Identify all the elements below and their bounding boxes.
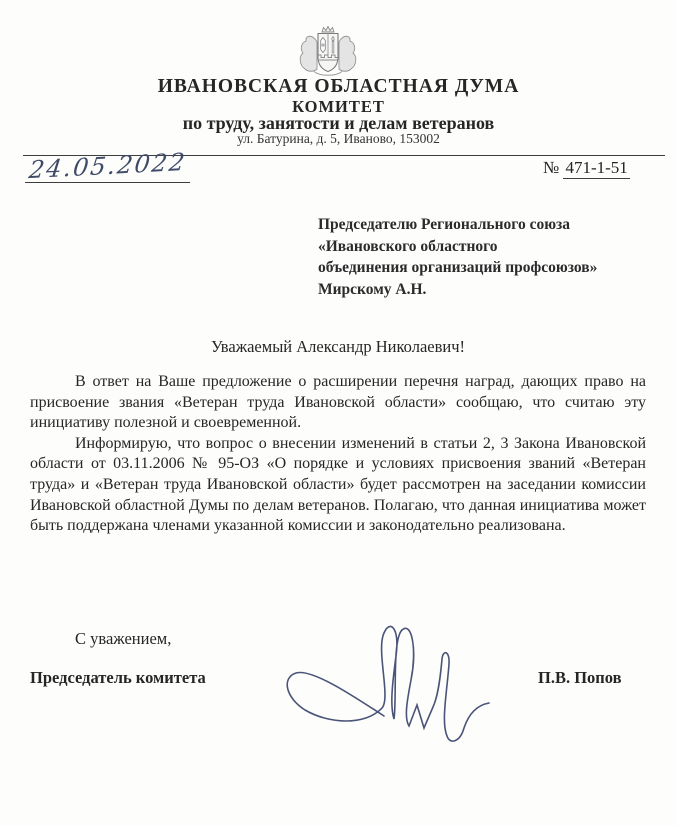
org-address: ул. Батурина, д. 5, Иваново, 153002 [237,131,440,146]
salutation: Уважаемый Александр Николаевич! [210,337,466,356]
recipient-line: Мирскому А.Н. [318,281,427,299]
coat-of-arms-icon [294,25,362,77]
committee-scope: по труду, занятости и делам ветеранов [182,113,495,133]
signature-icon [281,606,509,771]
recipient-line: «Ивановского областного [318,237,498,255]
body-paragraph-1: В ответ на Ваше предложение о расширении перечня наград, дающих право на присвоение звания «Ветеран труда Ивановской области» сообщаю, что считаю эту инициативу полезной и своевременной. [30,373,646,432]
torch-charge [332,37,334,42]
handwritten-date: 24.05.2022 [27,147,188,185]
org-name: ИВАНОВСКАЯ ОБЛАСТНАЯ ДУМА [157,76,520,97]
reference-number [543,158,630,178]
lion-supporter [300,36,317,71]
recipient-line: Председателю Регионального союза [318,216,571,233]
outgoing-number: 471-1-51 [565,158,628,177]
shuttle-charge [321,38,326,53]
recipient-line: объединения организаций профсоюзов» [318,259,598,277]
body-paragraph-2: Информирую, что вопрос о внесении изменений в статьи 2, 3 Закона Ивановской области от 03.11.2006 № 95-ОЗ «О порядке и условиях присвоения званий «Ветеран труда» и «Ветеран труда Ивановской области» будет рассмотрен на заседании комиссии Ивановской областной Думы по делам ветеранов. Полагаю, что данная инициатива может быть поддержана членами указанной комиссии и законодательно реализована. [30,434,646,535]
letter-body [30,372,646,537]
crown [322,27,334,33]
signer-position: Председатель комитета [30,668,206,687]
committee-name: КОМИТЕТ [292,97,385,116]
date-field [25,147,190,185]
eagle-supporter [339,36,356,71]
closing-regards: С уважением, [75,629,172,648]
number-sign: № [543,158,560,177]
recipient-block [318,214,648,301]
signer-name: П.В. Попов [538,668,622,687]
